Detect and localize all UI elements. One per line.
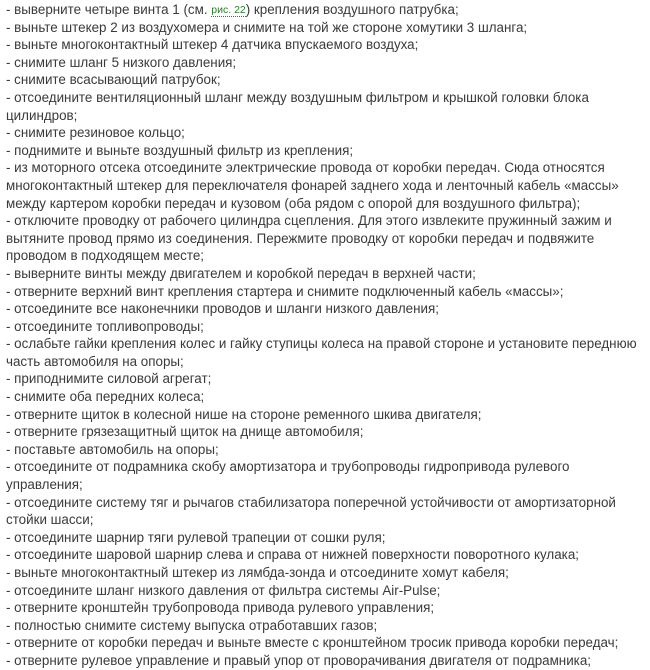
instruction-line: - выньте штекер 2 из воздухомера и снимите на той же стороне хомутики 3 шланга; [6, 19, 528, 35]
instruction-line: - отсоедините систему тяг и рычагов стабилизатора поперечной устойчивости от амортизаторной стойки шасси; [6, 494, 616, 528]
instruction-line: - ослабьте гайки крепления колес и гайку ступицы колеса на правой стороне и установите переднюю часть автомобиля на опоры; [6, 336, 637, 369]
instruction-line [6, 1, 644, 19]
instruction-line: - поставьте автомобиль на опоры; [6, 441, 219, 457]
instruction-line: - снимите резиновое кольцо; [6, 125, 185, 141]
instruction-line: - отверните грязезащитный щиток на днище автомобиля; [6, 424, 364, 440]
instruction-line: - отверните рулевое управление и правый упор от проворачивания двигателя от подрамника; [6, 652, 591, 668]
instruction-line: - поднимите и выньте воздушный фильтр из крепления; [6, 142, 354, 158]
instruction-line: - отверните верхний винт крепления стартера и снимите подключенный кабель «массы»; [6, 283, 564, 299]
figure-link[interactable]: рис. 22 [211, 4, 246, 16]
instruction-line: - выньте многоконтактный штекер из лямбда-зонда и отсоедините хомут кабеля; [6, 565, 509, 580]
instruction-line: - приподнимите силовой агрегат; [6, 371, 212, 387]
instruction-line: - отсоедините шаровой шарнир слева и справа от нижней поверхности поворотного кулака; [6, 547, 579, 563]
instruction-line: - отсоедините все наконечники проводов и шланги низкого давления; [6, 301, 439, 317]
instruction-line: - отсоедините от подрамника скобу амортизатора и трубопроводы гидропривода рулевого управления; [6, 459, 570, 493]
instruction-line: - отверните кронштейн трубопровода привода рулевого управления; [6, 600, 435, 616]
instruction-line: - отверните щиток в колесной нише на стороне ременного шкива двигателя; [6, 406, 482, 422]
instruction-line: - полностью снимите систему выпуска отработавших газов; [6, 617, 378, 633]
instruction-line: - выверните винты между двигателем и коробкой передач в верхней части; [6, 265, 476, 281]
instruction-line: - отсоедините шланг низкого давления от фильтра системы Air-Pulse; [6, 582, 441, 598]
instruction-line: - из моторного отсека отсоедините электрические провода от коробки передач. Сюда относятся многоконтактный штекер для переключателя фонарей заднего хода и ленточный кабель «массы» между картером коробки передач и кузовом (оба рядом с опорой для воздушного фильтра); [6, 160, 619, 211]
instruction-line: - отверните от коробки передач и выньте вместе с кронштейном тросик привода коробки передач; [6, 635, 619, 651]
instruction-line-before-link: - выверните четыре винта 1 (см. [6, 2, 208, 17]
instruction-line: - отсоедините вентиляционный шланг между воздушным фильтром и крышкой головки блока цилиндров; [6, 89, 589, 123]
instruction-line: - выньте многоконтактный штекер 4 датчика впускаемого воздуха; [6, 37, 419, 53]
instruction-line: - снимите оба передних колеса; [6, 389, 205, 405]
instruction-line: - снимите шланг 5 низкого давления; [6, 54, 237, 70]
instruction-line: - отключите проводку от рабочего цилиндра сцепления. Для этого извлеките пружинный зажим и вытяните провод прямо из соединения. Пережмите проводку от коробки передач и подвяжите проводом в подходящем месте; [6, 213, 612, 264]
instruction-line: - отсоедините шарнир тяги рулевой трапеции от сошки руля; [6, 529, 386, 545]
instruction-line-after-link: ) крепления воздушного патрубка; [245, 2, 459, 17]
instruction-line: - снимите всасывающий патрубок; [6, 72, 221, 88]
instruction-line: - отсоедините топливопроводы; [6, 318, 204, 334]
